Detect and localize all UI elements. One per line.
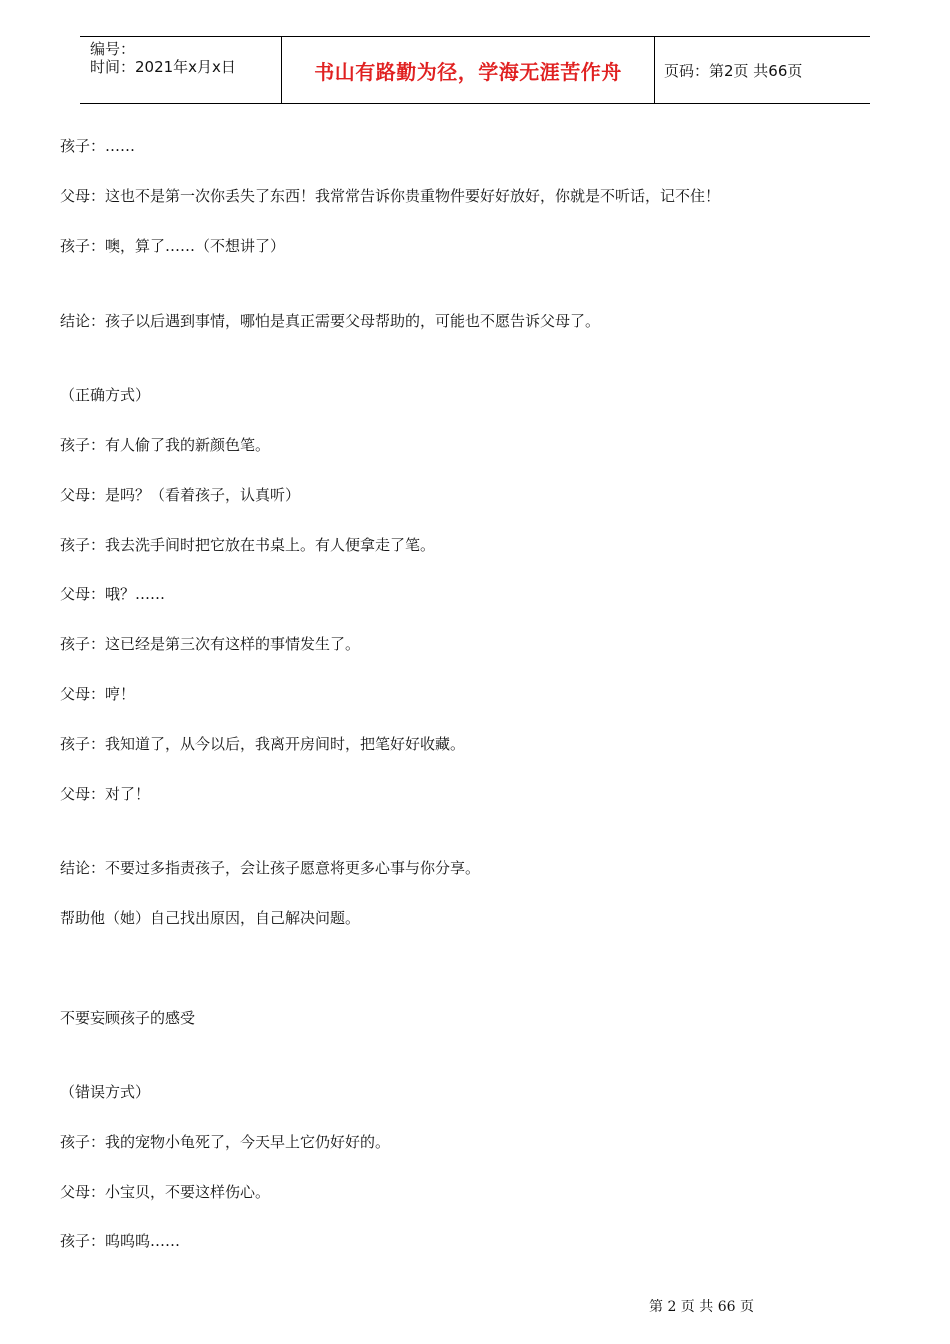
dialogue-line: 孩子：我去洗手间时把它放在书桌上。有人便拿走了笔。 (60, 536, 436, 554)
header-meta (80, 37, 281, 103)
date-label: 时间：2021年x月x日 (90, 58, 236, 76)
conclusion-line: 结论：不要过多指责孩子，会让孩子愿意将更多心事与你分享。 (60, 859, 481, 877)
section-label: （错误方式） (60, 1083, 151, 1101)
section-label: （正确方式） (60, 386, 151, 404)
dialogue-line: 父母：哼！ (60, 685, 136, 703)
dialogue-line: 孩子：我的宠物小龟死了，今天早上它仍好好的。 (60, 1133, 391, 1151)
dialogue-line: 父母：小宝贝，不要这样伤心。 (60, 1183, 271, 1201)
conclusion-line: 结论：孩子以后遇到事情，哪怕是真正需要父母帮助的，可能也不愿告诉父母了。 (60, 312, 601, 330)
dialogue-line: 父母：对了！ (60, 785, 151, 803)
dialogue-line: 父母：是吗？（看着孩子，认真听） (60, 486, 301, 504)
paragraph-line: 帮助他（她）自己找出原因，自己解决问题。 (60, 909, 361, 927)
dialogue-line: 孩子：呜呜呜…… (60, 1232, 181, 1250)
page-code: 页码：第2页 共66页 (664, 61, 803, 80)
dialogue-line: 父母：这也不是第一次你丢失了东西！我常常告诉你贵重物件要好好放好，你就是不听话，记不住！ (60, 187, 721, 205)
dialogue-line: 孩子：我知道了，从今以后，我离开房间时，把笔好好收藏。 (60, 735, 466, 753)
header-motto-cell (281, 37, 655, 103)
section-heading: 不要妄顾孩子的感受 (60, 1009, 196, 1027)
motto-text: 书山有路勤为径，学海无涯苦作舟 (314, 59, 622, 84)
dialogue-line: 父母：哦？…… (60, 585, 166, 603)
page-header (80, 36, 870, 104)
dialogue-line: 孩子：…… (60, 137, 136, 155)
page-footer: 第 2 页 共 66 页 (649, 1299, 754, 1315)
document-number-label: 编号： (90, 40, 136, 58)
dialogue-line: 孩子：噢，算了……（不想讲了） (60, 237, 286, 255)
dialogue-line: 孩子：这已经是第三次有这样的事情发生了。 (60, 635, 361, 653)
header-page-code-cell (655, 37, 870, 103)
dialogue-line: 孩子：有人偷了我的新颜色笔。 (60, 436, 271, 454)
